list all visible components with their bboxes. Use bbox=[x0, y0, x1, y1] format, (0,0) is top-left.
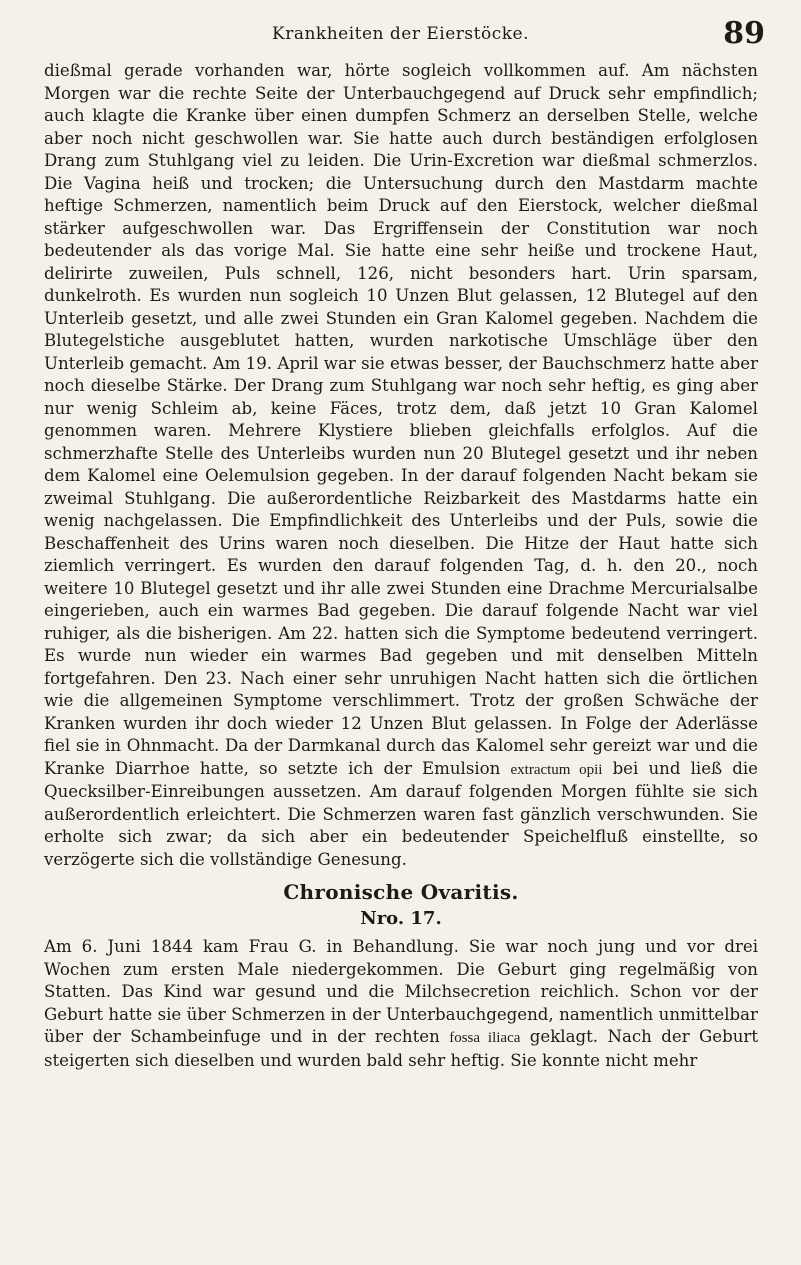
latin-term: fossa iliaca bbox=[449, 1030, 521, 1046]
paragraph-text: bei und ließ die Quecksilber-Einreibungen aussetzen. Am darauf folgenden Morgen fühlte sie sich außerordentlich erleichtert. Die Schmerzen waren fast gänzlich verschwunden. Sie erholte sich zwar; da sich aber ein bedeutender Speichelfluß einstellte, so verzögerte sich die vollständige Genesung. bbox=[44, 758, 758, 869]
paragraph-text: dießmal gerade vorhanden war, hörte sogleich vollkommen auf. Am nächsten Morgen war die rechte Seite der Unterbauchgegend auf Druck sehr empfindlich; auch klagte die Kranke über einen dumpfen Schmerz an derselben Stelle, welche aber noch nicht geschwollen war. Sie hatte auch durch beständigen erfolglosen Drang zum Stuhlgang viel zu leiden. Die Urin-Excretion war dießmal schmerzlos. Die Vagina heiß und trocken; die Untersuchung durch den Mastdarm machte heftige Schmerzen, namentlich beim Druck auf den Eierstock, welcher dießmal stärker aufgeschwollen war. Das Ergriffensein der Constitution war noch bedeutender als das vorige Mal. Sie hatte eine sehr heiße und trockene Haut, delirirte zuweilen, Puls schnell, 126, nicht besonders hart. Urin sparsam, dunkelroth. Es wurden nun sogleich 10 Unzen Blut gelassen, 12 Blutegel auf den Unterleib gesetzt, und alle zwei Stunden ein Gran Kalomel gegeben. Nachdem die Blutegelstiche ausgeblutet hatten, wurden narkotische Umschläge über den Unterleib gemacht. Am 19. April war sie etwas besser, der Bauchschmerz hatte aber noch dieselbe Stärke. Der Drang zum Stuhlgang war noch sehr heftig, es ging aber nur wenig Schleim ab, keine Fäces, trotz dem, daß jetzt 10 Gran Kalomel genommen waren. Mehrere Klystiere blieben gleichfalls erfolglos. Auf die schmerzhafte Stelle des Unterleibs wurden nun 20 Blutegel gesetzt und ihr neben dem Kalomel eine Oelemulsion gegeben. In der darauf folgenden Nacht bekam sie zweimal Stuhlgang. Die außerordentliche Reizbarkeit des Mastdarms hatte ein wenig nachgelassen. Die Empfindlichkeit des Unterleibs und der Puls, sowie die Beschaffenheit des Urins waren noch dieselben. Die Hitze der Haut hatte sich ziemlich verringert. Es wurden den darauf folgenden Tag, d. h. den 20., noch weitere 10 Blutegel gesetzt und ihr alle zwei Stunden eine Drachme Mercurialsalbe eingerieben, auch ein warmes Bad gegeben. Die darauf folgende Nacht war viel ruhiger, als die bisherigen. Am 22. hatten sich die Symptome bedeutend verringert. Es wurde nun wieder ein warmes Bad gegeben und mit denselben Mitteln fortgefahren. Den 23. Nach einer sehr unruhigen Nacht hatten sich die örtlichen wie die allgemeinen Symptome verschlimmert. Trotz der großen Schwäche der Kranken wurden ihr doch wieder 12 Unzen Blut gelassen. In Folge der Aderlässe fiel sie in Ohnmacht. Da der Darmkanal durch das Kalomel sehr gereizt war und die Kranke Diarrhoe hatte, so setzte ich der Emulsion bbox=[44, 61, 759, 778]
running-head bbox=[0, 16, 801, 56]
running-title: Krankheiten der Eierstöcke. bbox=[272, 24, 529, 44]
case-number: Nro. 17. bbox=[360, 907, 442, 929]
paragraph bbox=[44, 60, 758, 871]
paragraph-text: geklagt. Nach der Geburt steigerten sich dieselben und wurden bald sehr heftig. Sie konnte nicht mehr bbox=[44, 1027, 759, 1070]
latin-term: extractum opii bbox=[510, 761, 603, 778]
body-text bbox=[44, 60, 758, 1072]
paragraph-text: Am 6. Juni 1844 kam Frau G. in Behandlung. Sie war noch jung und vor drei Wochen zum ersten Male niedergekommen. Die Geburt ging regelmäßig von Statten. Das Kind war gesund und die Milchsecretion reichlich. Schon vor der Geburt hatte sie über Schmerzen in der Unterbauchgegend, namentlich unmittelbar über der Schambeinfuge und in der rechten bbox=[44, 937, 758, 1046]
section-heading: Chronische Ovaritis. bbox=[283, 880, 519, 904]
page-number: 89 bbox=[723, 16, 765, 51]
paragraph bbox=[44, 936, 758, 1072]
